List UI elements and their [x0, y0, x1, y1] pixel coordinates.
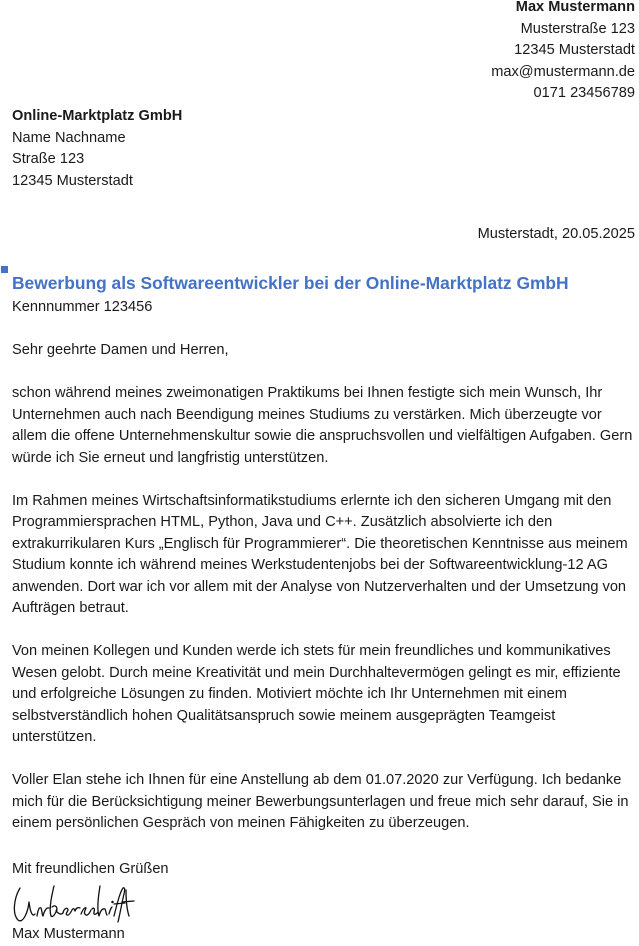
letter-date: Musterstadt, 20.05.2025	[477, 226, 635, 242]
recipient-company: Online-Marktplatz GmbH	[12, 108, 183, 124]
sender-phone: 0171 23456789	[533, 85, 635, 101]
paragraph-2: Im Rahmen meines Wirtschaftsinformatikstudiums erlernte ich den sicheren Umgang mit den Programmiersprachen HTML, Python, Java und C++. Zusätzlich absolvierte ich den extrakurrikularen Kurs „Englisch für Programmierer“. Die theoretischen Kenntnisse aus meinem Studium konnte ich während meines Werkstudentenjobs bei der Softwareentwicklung-12 AG anwenden. Dort war ich vor allem mit der Analyse von Nutzerverhalten und der Umsetzung von Aufträgen betraut.	[12, 492, 628, 616]
recipient-city: 12345 Musterstadt	[12, 172, 133, 189]
paragraph-marker-icon	[1, 266, 8, 273]
paragraph-4: Voller Elan stehe ich Ihnen für eine Anstellung ab dem 01.07.2020 zur Verfügung. Ich bedanke mich für die Berücksichtigung meiner Bewerbungsunterlagen und freue mich sehr darauf, Sie in einem persönlichen Gespräch von meinen Fähigkeiten zu überzeugen.	[12, 772, 629, 831]
letter-body	[12, 340, 636, 856]
closing-phrase: Mit freundlichen Grüßen	[12, 861, 169, 877]
salutation: Sehr geehrte Damen und Herren,	[12, 342, 229, 358]
recipient-block	[12, 106, 182, 192]
paragraph-1: schon während meines zweimonatigen Praktikums bei Ihnen festigte sich mein Wunsch, Ihr Unternehmen auch nach Beendigung meines Studiums zu verstärken. Mich überzeugte vor allem die offene Unternehmenskultur sowie die anspruchsvollen und vielfältigen Aufgaben. Gern würde ich Sie erneut und langfristig unterstützen.	[12, 385, 633, 466]
sender-name: Max Mustermann	[515, 0, 635, 15]
recipient-contact: Name Nachname	[12, 129, 126, 146]
letter-subject: Bewerbung als Softwareentwickler bei der Online-Marktplatz GmbH	[12, 273, 569, 293]
signer-name: Max Mustermann	[12, 926, 125, 942]
reference-number: Kennnummer 123456	[12, 299, 153, 315]
sender-email: max@mustermann.de	[491, 63, 635, 80]
paragraph-3: Von meinen Kollegen und Kunden werde ich stets für mein freundliches und kommunikatives Wesen gelobt. Durch meine Kreativität und mein Durchhaltevermögen gelingt es mir, effiziente und erfolgreiche Lösungen zu finden. Motiviert möchte ich Ihr Unternehmen mit einem selbstverständlich hohen Qualitätsanspruch sowie meinem ausgeprägten Teamgeist unterstützen.	[12, 643, 621, 745]
sender-street: Musterstraße 123	[520, 20, 635, 37]
handwritten-signature	[10, 880, 135, 928]
sender-block	[491, 0, 635, 105]
sender-city: 12345 Musterstadt	[514, 42, 635, 58]
recipient-street: Straße 123	[12, 151, 85, 167]
